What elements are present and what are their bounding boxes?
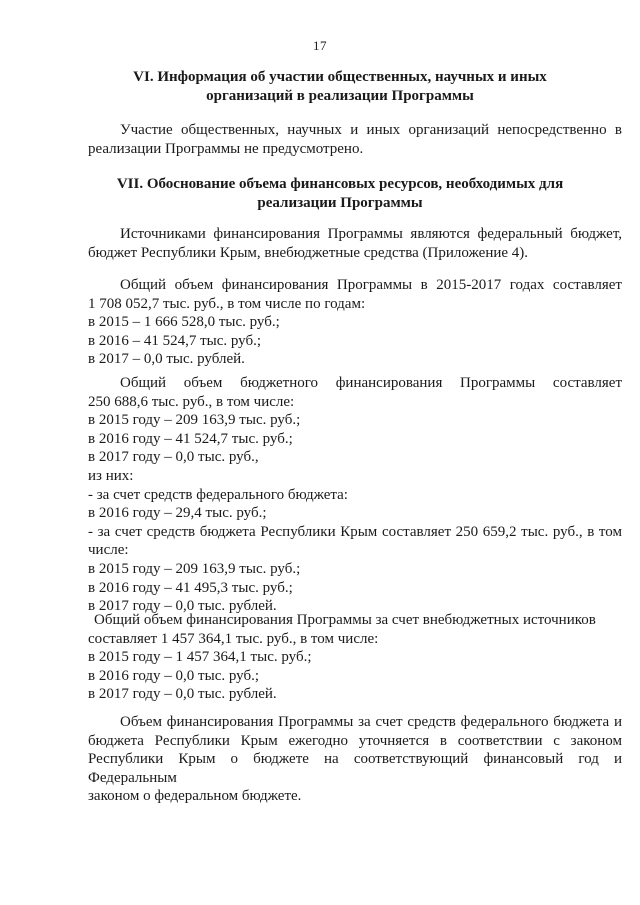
funding-sources-paragraph xyxy=(88,225,622,262)
budget-funding-paragraph xyxy=(88,374,622,616)
paragraph-line: числе: xyxy=(88,542,129,559)
section-6-heading-line-2: организаций в реализации Программы xyxy=(206,88,474,104)
paragraph-line: Источниками финансирования Программы являются федеральный бюджет, xyxy=(120,226,622,242)
paragraph-line: в 2015 году – 209 163,9 тыс. руб.; xyxy=(88,560,301,577)
section-7-heading-line-1: VII. Обоснование объема финансовых ресурсов, необходимых для xyxy=(116,176,564,192)
paragraph-line: в 2017 году – 0,0 тыс. рублей. xyxy=(88,686,277,703)
paragraph-line: Объем финансирования Программы за счет средств федерального бюджета и xyxy=(120,714,622,730)
page-number: 17 xyxy=(313,38,327,53)
paragraph-line: в 2016 году – 41 524,7 тыс. руб.; xyxy=(88,430,293,447)
paragraph-line: в 2016 году – 41 495,3 тыс. руб.; xyxy=(88,579,293,596)
paragraph-line: законом о федеральном бюджете. xyxy=(88,788,302,805)
paragraph-line: Участие общественных, научных и иных организаций непосредственно в xyxy=(120,122,622,138)
section-7-heading xyxy=(60,175,620,213)
paragraph-line: бюджет Республики Крым, внебюджетные средства (Приложение 4). xyxy=(88,244,529,261)
total-funding-paragraph xyxy=(88,276,622,369)
paragraph-line: Республики Крым о бюджете на соответствующий финансовый год и Федеральным xyxy=(88,751,622,786)
paragraph-line: составляет 1 457 364,1 тыс. руб., в том числе: xyxy=(88,630,379,647)
paragraph-line: - за счет средств бюджета Республики Крым составляет 250 659,2 тыс. руб., в том xyxy=(88,523,622,540)
paragraph-line: бюджета Республики Крым ежегодно уточняется в соответствии с законом xyxy=(88,732,622,749)
paragraph-line: в 2015 году – 1 457 364,1 тыс. руб.; xyxy=(88,649,312,666)
section-6-heading xyxy=(60,68,620,106)
closing-paragraph xyxy=(88,713,622,806)
paragraph-line: в 2016 году – 29,4 тыс. руб.; xyxy=(88,505,267,522)
paragraph-line: реализации Программы не предусмотрено. xyxy=(88,140,364,157)
paragraph-line: в 2017 – 0,0 тыс. рублей. xyxy=(88,351,245,368)
paragraph-line: из них: xyxy=(88,467,134,484)
extrabudgetary-funding-paragraph xyxy=(88,611,622,704)
paragraph-line: в 2016 – 41 524,7 тыс. руб.; xyxy=(88,332,262,349)
paragraph-line: - за счет средств федерального бюджета: xyxy=(88,486,348,503)
paragraph-line: в 2017 году – 0,0 тыс. рублей. xyxy=(88,598,277,615)
paragraph-line: Общий объем финансирования Программы за счет внебюджетных источников xyxy=(94,612,596,628)
paragraph-line: в 2015 – 1 666 528,0 тыс. руб.; xyxy=(88,314,280,331)
section-7-heading-line-2: реализации Программы xyxy=(257,195,423,211)
section-6-heading-line-1: VI. Информация об участии общественных, научных и иных xyxy=(133,69,547,85)
paragraph-line: Общий объем бюджетного финансирования Программы составляет xyxy=(120,375,622,391)
paragraph-line: 1 708 052,7 тыс. руб., в том числе по годам: xyxy=(88,295,366,312)
paragraph-line: в 2017 году – 0,0 тыс. руб., xyxy=(88,449,259,466)
paragraph-line: в 2015 году – 209 163,9 тыс. руб.; xyxy=(88,412,301,429)
section-6-paragraph xyxy=(88,121,622,158)
paragraph-line: Общий объем финансирования Программы в 2015-2017 годах составляет xyxy=(120,277,622,293)
paragraph-line: в 2016 году – 0,0 тыс. руб.; xyxy=(88,667,260,684)
paragraph-line: 250 688,6 тыс. руб., в том числе: xyxy=(88,393,295,410)
